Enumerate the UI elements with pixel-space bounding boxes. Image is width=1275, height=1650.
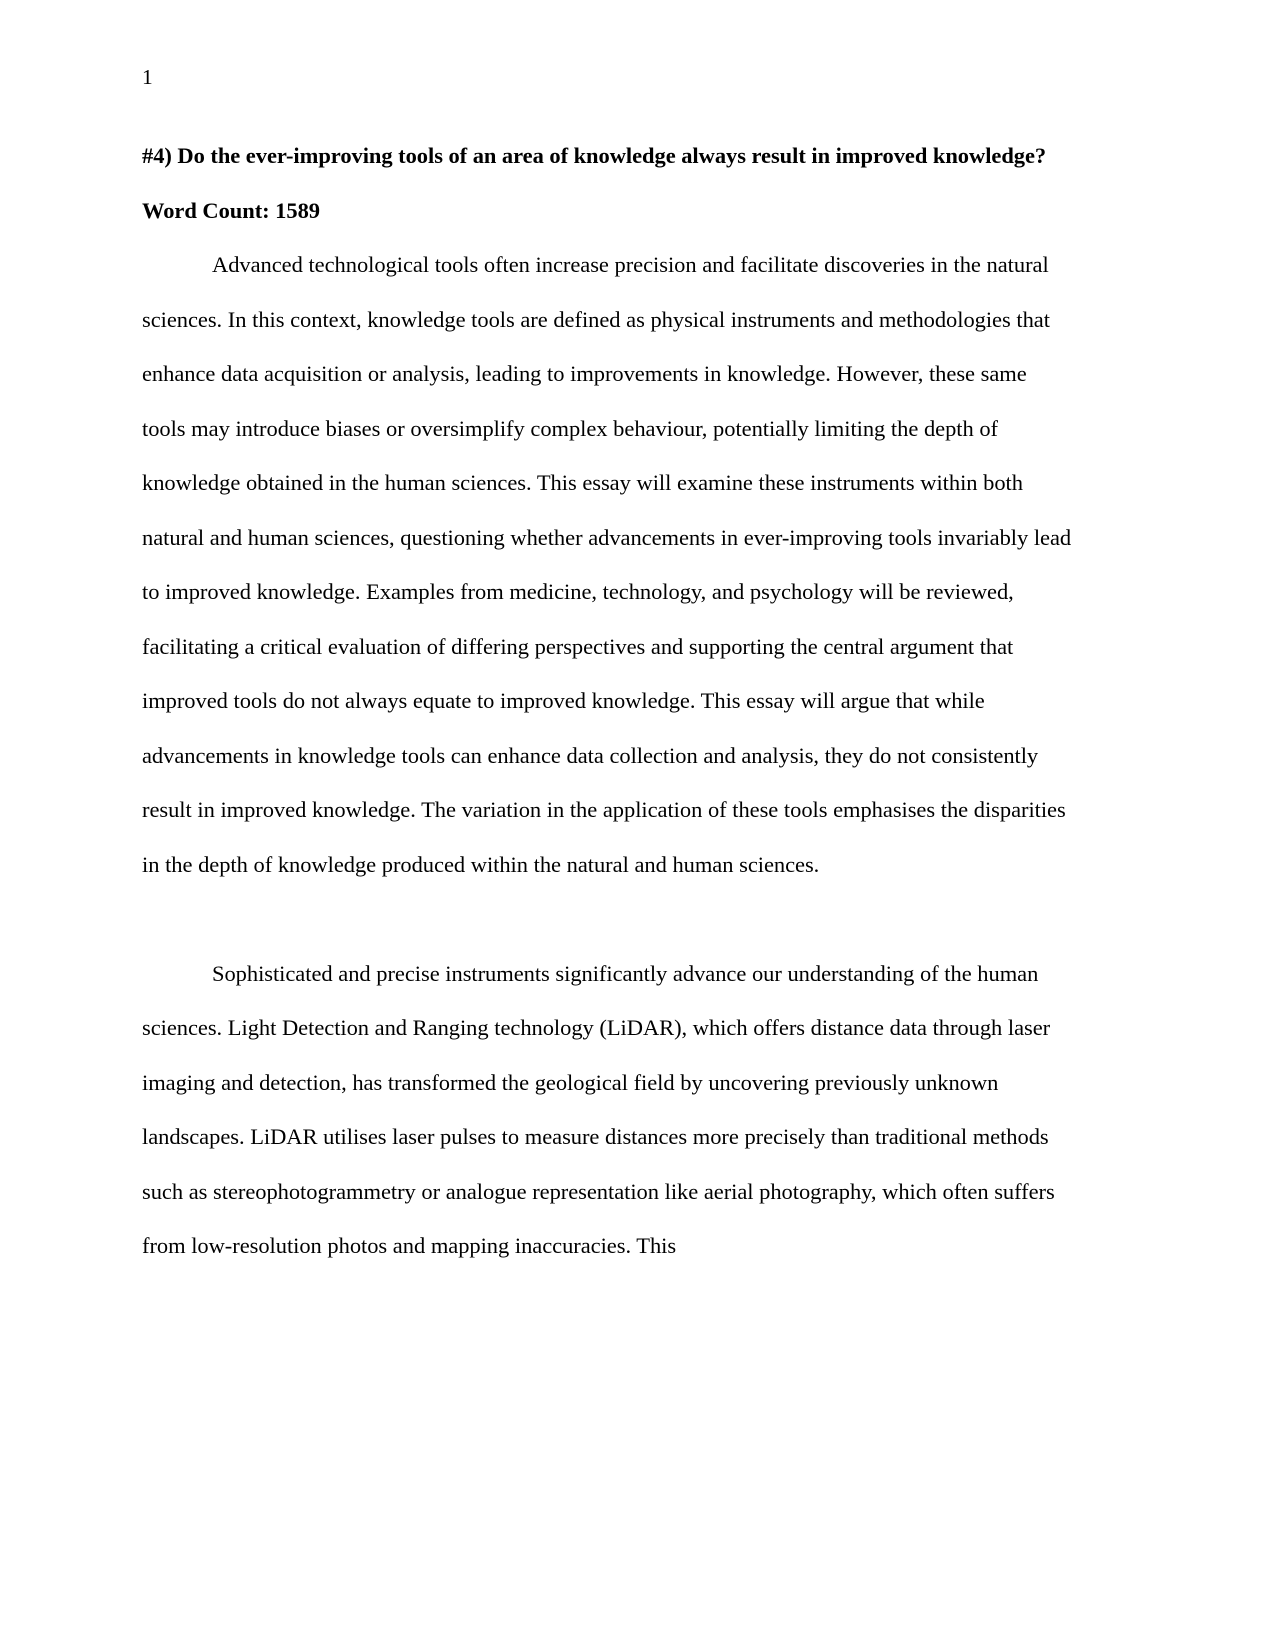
page-number: 1 [142,65,153,89]
paragraph-gap [142,892,1072,947]
word-count-label: Word Count: 1589 [142,197,320,223]
essay-title: #4) Do the ever-improving tools of an area of knowledge always result in improved knowledge? [142,143,1047,168]
body-paragraph-2: Sophisticated and precise instruments significantly advance our understanding of the human sciences. Light Detection and Ranging technology (LiDAR), which offers distance data through laser imaging and detection, has transformed the geological field by uncovering previously unknown landscapes. LiDAR utilises laser pulses to measure distances more precisely than traditional methods such as stereophotogrammetry or analogue representation like aerial photography, which often suffers from low-resolution photos and mapping inaccuracies. This [142,960,1055,1258]
body-paragraph-1: Advanced technological tools often increase precision and facilitate discoveries in the natural sciences. In this context, knowledge tools are defined as physical instruments and methodologies that enhance data acquisition or analysis, leading to improvements in knowledge. However, these same tools may introduce biases or oversimplify complex behaviour, potentially limiting the depth of knowledge obtained in the human sciences. This essay will examine these instruments within both natural and human sciences, questioning whether advancements in ever-improving tools invariably lead to improved knowledge. Examples from medicine, technology, and psychology will be reviewed, facilitating a critical evaluation of differing perspectives and supporting the central argument that improved tools do not always equate to improved knowledge. This essay will argue that while advancements in knowledge tools can enhance data collection and analysis, they do not consistently result in improved knowledge. The variation in the application of these tools emphasises the disparities in the depth of knowledge produced within the natural and human sciences. [142,252,1072,877]
heading-top-spacer [142,92,1072,129]
page-content [142,62,1072,1274]
